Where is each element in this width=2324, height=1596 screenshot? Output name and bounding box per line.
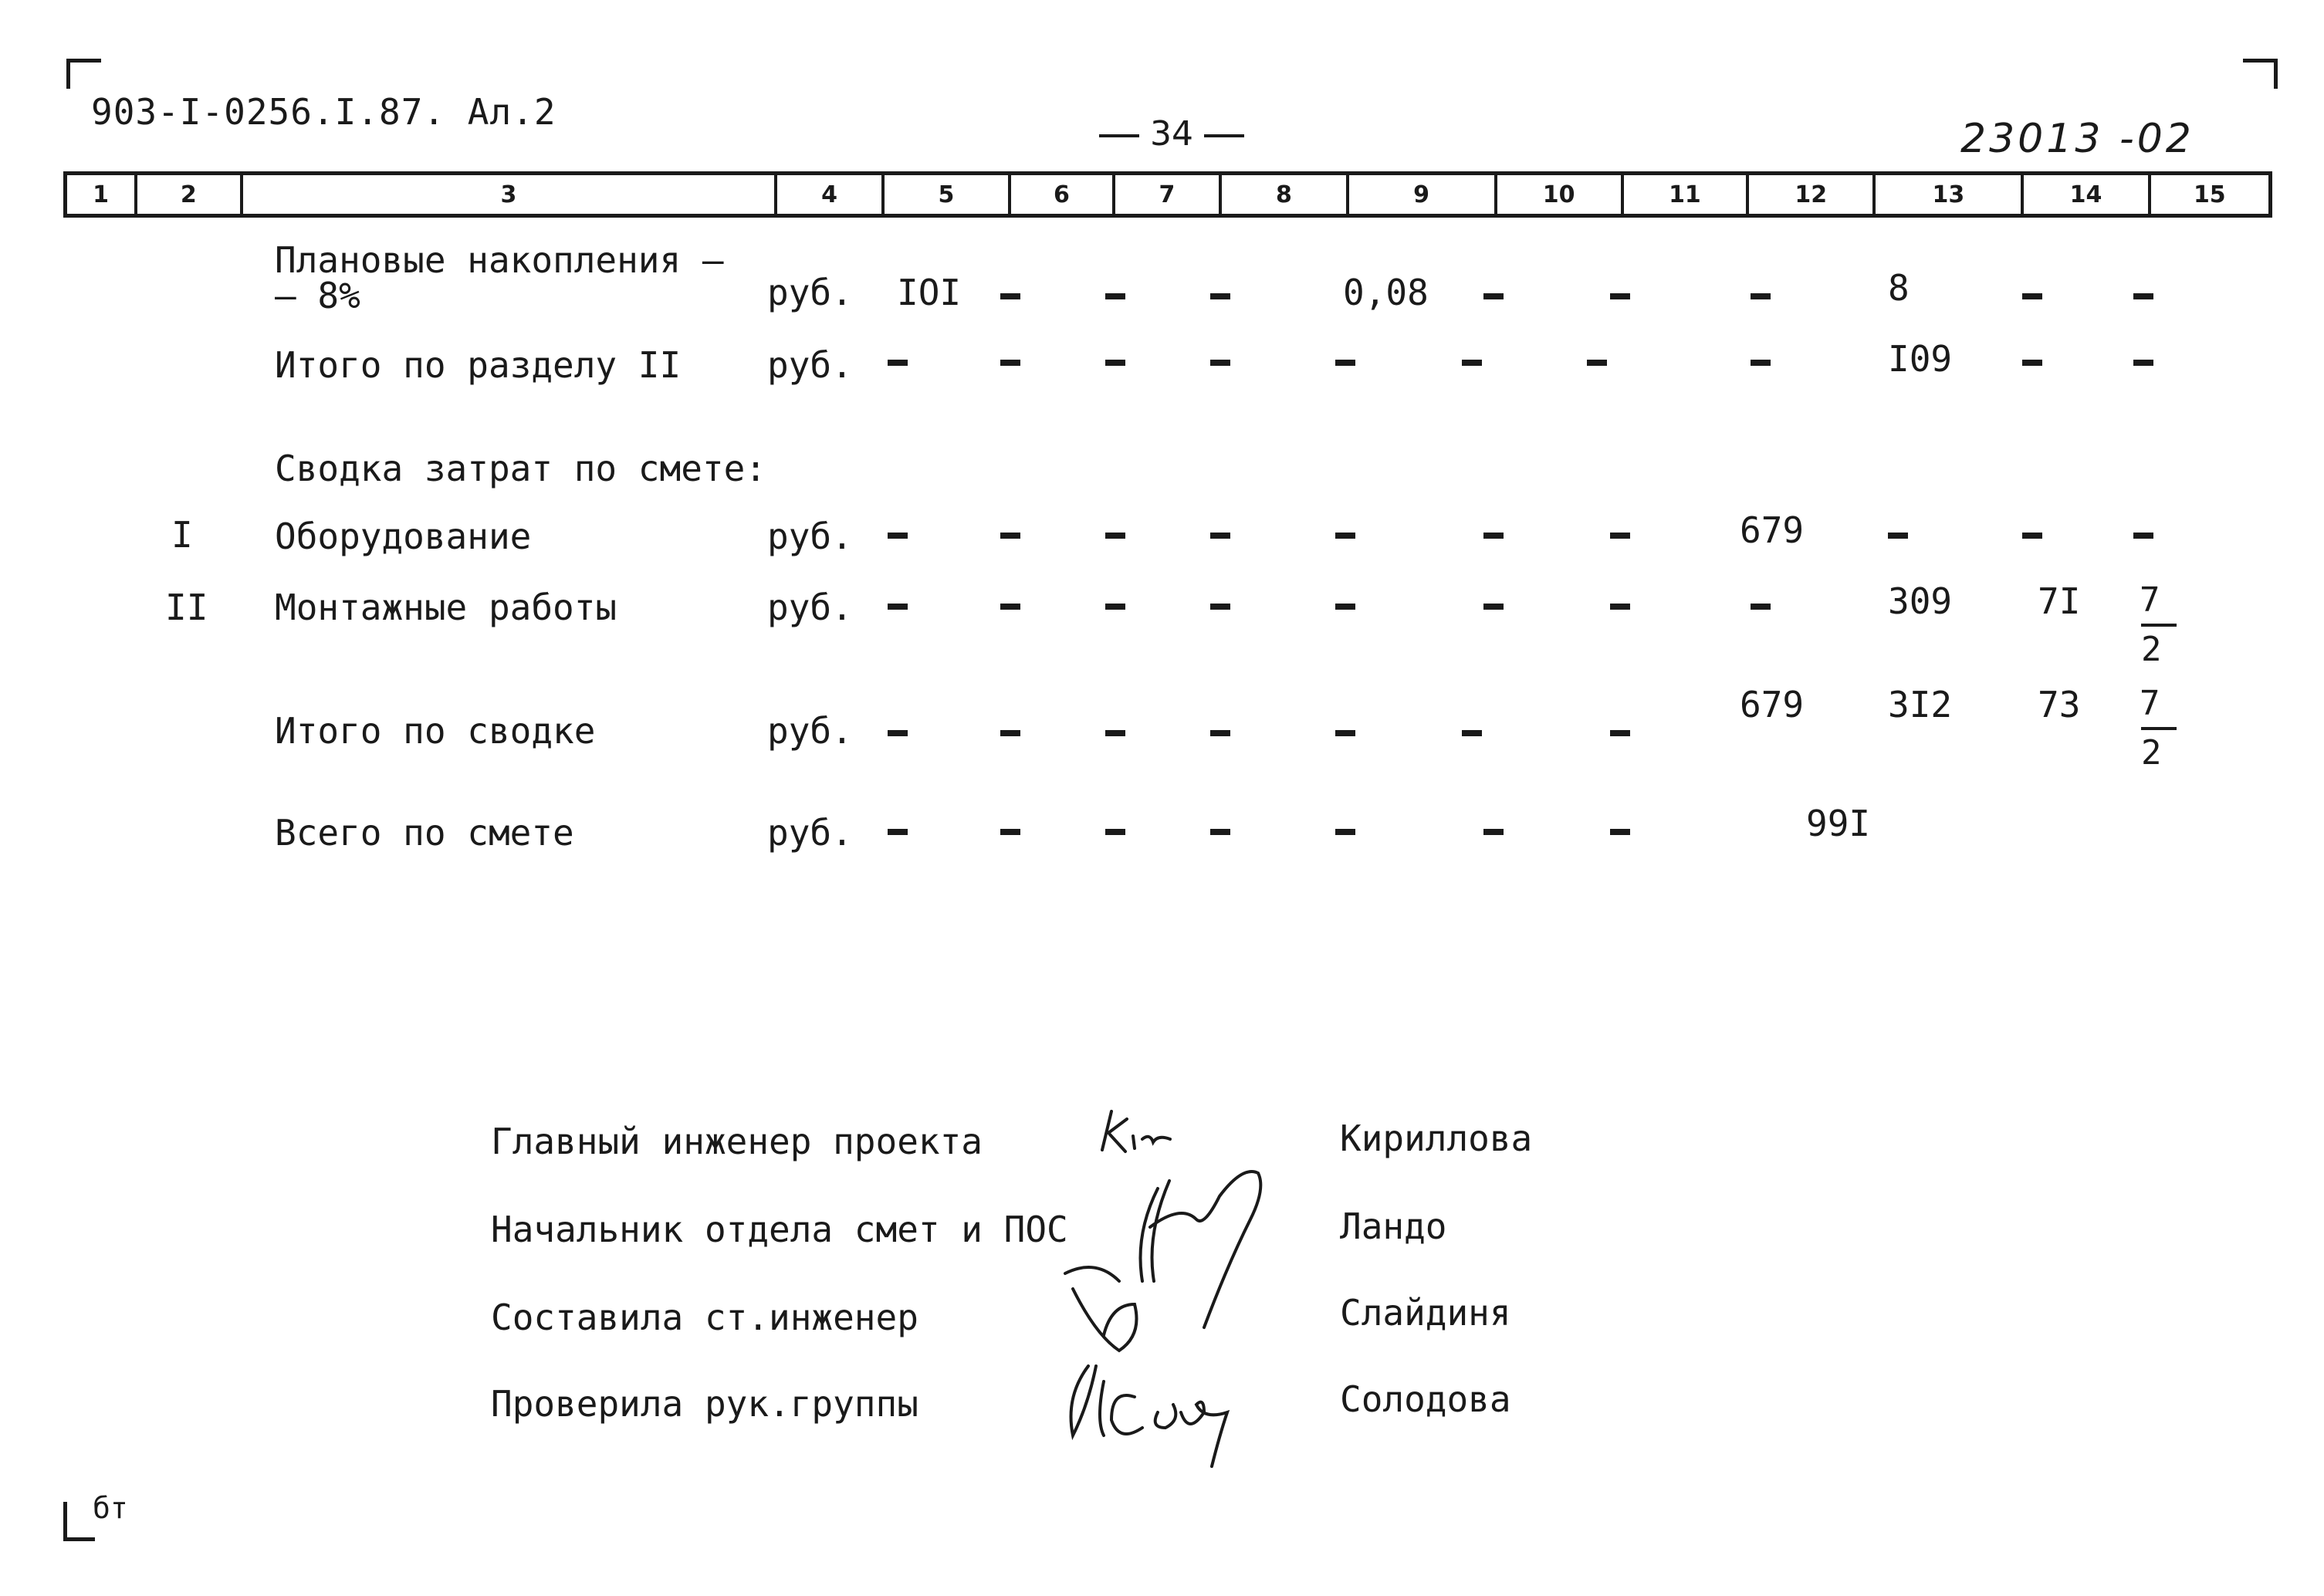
value-cell: 73 [2038,684,2081,725]
bottom-label: бт [93,1491,128,1525]
fraction-denominator: 2 [2141,630,2162,669]
empty-cell-dash [2022,360,2042,366]
empty-cell-dash [1210,360,1230,366]
unit-cell: руб. [767,272,853,313]
signature-name: Слайдиня [1340,1292,1511,1334]
signature-name: Кириллова [1340,1118,1533,1159]
empty-cell-dash [1751,604,1771,610]
column-number-bar [63,171,2272,218]
empty-cell-dash [888,829,908,835]
empty-cell-dash [1483,604,1504,610]
empty-cell-dash [1000,360,1020,366]
column-number: 14 [2024,175,2150,214]
signature-role: Главный инженер проекта [491,1121,983,1162]
row-label: Итого по разделу II [275,344,682,386]
page-number [1088,114,1255,154]
empty-cell-dash [1000,293,1020,299]
signature-name: Ландо [1340,1205,1447,1247]
empty-cell-dash [1210,604,1230,610]
row-label: Всего по смете [275,812,574,854]
empty-cell-dash [888,533,908,539]
empty-cell-dash [1483,293,1504,299]
signature-role: Начальник отдела смет и ПОС [491,1209,1068,1250]
total-value: 99I [1806,803,1871,844]
empty-cell-dash [1335,360,1355,366]
value-cell: 679 [1740,684,1805,725]
page-number-value: 34 [1150,114,1193,154]
empty-cell-dash [2133,533,2153,539]
column-number: 7 [1115,175,1223,214]
value-cell: 0,08 [1343,272,1429,313]
empty-cell-dash [2133,293,2153,299]
column-number: 4 [777,175,885,214]
unit-cell: руб. [767,812,853,854]
value-cell: IOI [897,272,962,313]
row-label: Монтажные работы [275,587,617,628]
empty-cell-dash [1610,604,1630,610]
column-number: 2 [137,175,243,214]
empty-cell-dash [1000,604,1020,610]
empty-cell-dash [1105,829,1125,835]
empty-cell-dash [1335,533,1355,539]
handwritten-signatures [1003,1088,1328,1474]
column-number: 13 [1876,175,2024,214]
signature-name: Солодова [1340,1378,1511,1420]
fraction-bar [2141,727,2177,730]
column-number: 1 [67,175,137,214]
empty-cell-dash [1751,360,1771,366]
fraction-numerator: 7 [2140,684,2160,723]
empty-cell-dash [1000,829,1020,835]
unit-cell: руб. [767,344,853,386]
empty-cell-dash [1105,604,1125,610]
unit-cell: руб. [767,710,853,752]
album-code: 23013 -02 [1960,116,2194,162]
empty-cell-dash [1000,533,1020,539]
empty-cell-dash [1210,829,1230,835]
corner-mark-top-left [66,59,101,89]
row-label: Плановые накопления – [275,239,724,281]
empty-cell-dash [1105,730,1125,736]
empty-cell-dash [1462,730,1482,736]
column-number: 3 [243,175,778,214]
empty-cell-dash [1610,533,1630,539]
column-number: 9 [1349,175,1497,214]
empty-cell-dash [1335,829,1355,835]
fraction-denominator: 2 [2141,733,2162,773]
empty-cell-dash [1462,360,1482,366]
empty-cell-dash [888,604,908,610]
section-number: I [171,514,193,556]
unit-cell: руб. [767,516,853,557]
empty-cell-dash [2133,360,2153,366]
empty-cell-dash [2022,293,2042,299]
empty-cell-dash [1210,533,1230,539]
fraction-bar [2141,624,2177,627]
column-number: 5 [885,175,1011,214]
corner-mark-top-right [2243,59,2278,89]
signature-role: Составила ст.инженер [491,1297,918,1338]
value-cell: 679 [1740,509,1805,551]
empty-cell-dash [2022,533,2042,539]
column-number: 11 [1624,175,1749,214]
value-cell: 309 [1888,580,1953,622]
empty-cell-dash [888,360,908,366]
empty-cell-dash [1610,293,1630,299]
value-cell: I09 [1888,338,1953,380]
section-heading: Сводка затрат по смете: [275,448,766,489]
signature-role: Проверила рук.группы [491,1383,918,1425]
row-label: Итого по сводке [275,710,596,752]
empty-cell-dash [1483,533,1504,539]
empty-cell-dash [1335,730,1355,736]
fraction-numerator: 7 [2140,580,2160,620]
section-number: II [165,587,208,628]
column-number: 8 [1222,175,1348,214]
empty-cell-dash [1751,293,1771,299]
empty-cell-dash [1483,829,1504,835]
corner-mark-bottom-left [63,1502,95,1541]
value-cell: 3I2 [1888,684,1953,725]
empty-cell-dash [1105,533,1125,539]
empty-cell-dash [1105,360,1125,366]
empty-cell-dash [1610,829,1630,835]
row-label: Оборудование [275,516,532,557]
value-cell: 7I [2038,580,2081,622]
empty-cell-dash [1610,730,1630,736]
empty-cell-dash [1000,730,1020,736]
row-label-continued: – 8% [275,275,360,316]
column-number: 15 [2193,181,2226,208]
empty-cell-dash [1210,293,1230,299]
column-number: 12 [1749,175,1876,214]
column-number: 6 [1011,175,1115,214]
empty-cell-dash [1210,730,1230,736]
empty-cell-dash [1105,293,1125,299]
empty-cell-dash [888,730,908,736]
column-number: 10 [1497,175,1624,214]
empty-cell-dash [1587,360,1607,366]
document-id: 903-I-0256.I.87. Ал.2 [91,91,556,133]
unit-cell: руб. [767,587,853,628]
empty-cell-dash [1335,604,1355,610]
value-cell: 8 [1888,267,1910,309]
empty-cell-dash [1888,533,1908,539]
